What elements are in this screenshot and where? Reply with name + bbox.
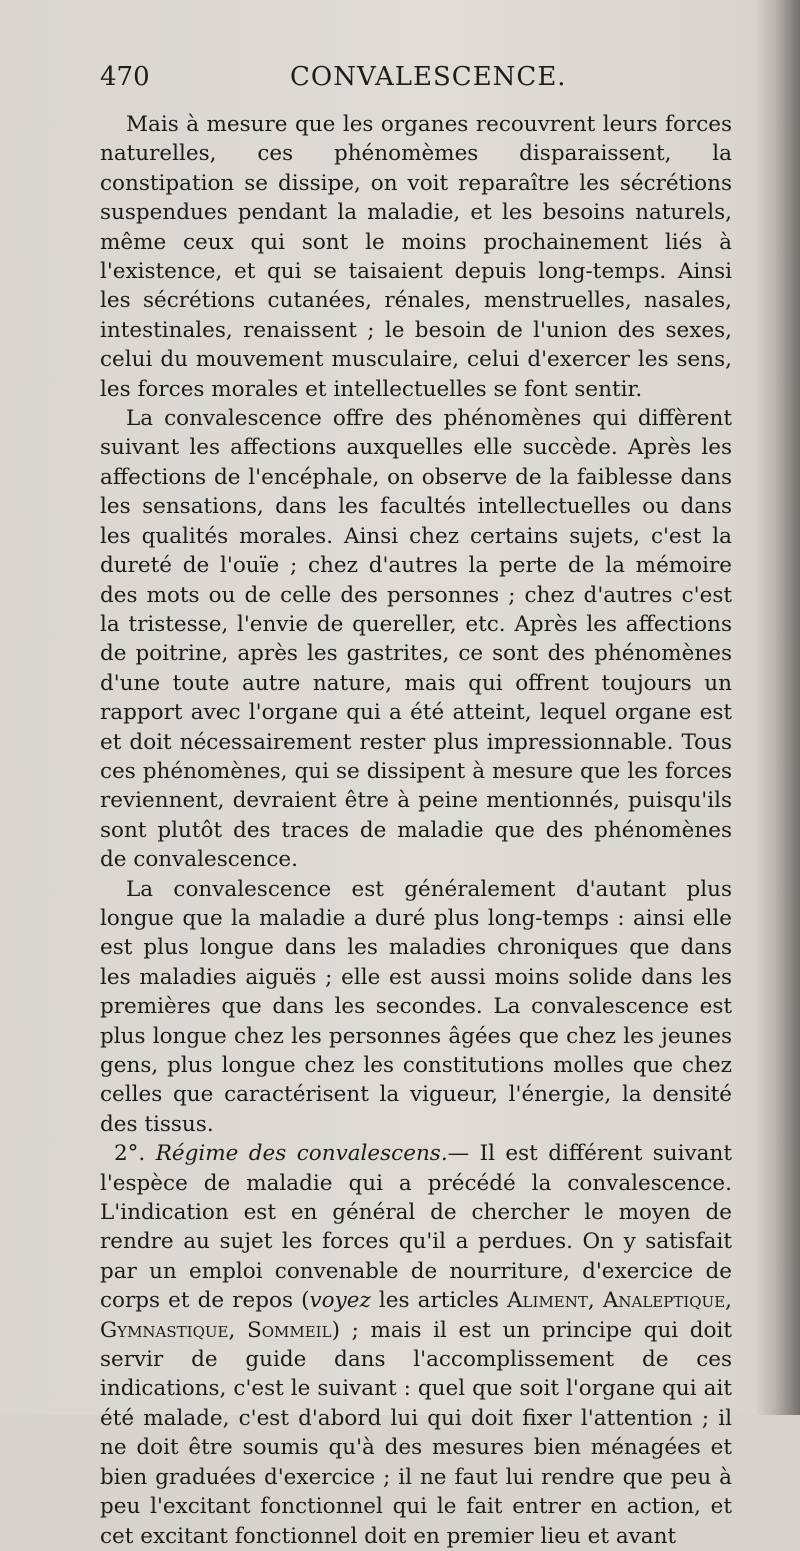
section-heading: Régime des convalescens. [155, 1141, 448, 1167]
paragraph-4-part-b: les articles [370, 1288, 508, 1314]
reference-gymnastique: Gymnastique [100, 1317, 229, 1343]
paragraph-4-part-a: Il est différent suivant l'espèce de maladie qui a précédé la convalescence. L'indication est en général de chercher le moyen de rendre au sujet les forces qu'il a perdues. On y satisfait par un emploi convenable de nourriture, d'exercice de corps et de repos ( [100, 1141, 732, 1314]
page-number: 470 [100, 62, 150, 92]
em-dash: — [447, 1141, 470, 1167]
paragraph-1: Mais à mesure que les organes recouvrent leurs forces naturelles, ces phénomèmes disparaissent, la constipation se dissipe, on voit reparaître les sécrétions suspendues pendant la maladie, et les besoins naturels, même ceux qui sont le moins prochainement liés à l'existence, et qui se taisaient depuis long-temps. Ainsi les sécrétions cutanées, rénales, menstruelles, nasales, intestinales, renaissent ; le besoin de l'union des sexes, celui du mouvement musculaire, celui d'exercer les sens, les forces morales et intellectuelles se font sentir. [100, 112, 732, 402]
reference-sommeil: Sommeil [246, 1317, 332, 1343]
paragraph-4: 2°. Régime des convalescens.— Il est différent suivant l'espèce de maladie qui a précédé la convalescence. L'indication est en général de chercher le moyen de rendre au sujet les forces qu'il a perdues. On y satisfait par un emploi convenable de nourriture, d'exercice de corps et de repos (voyez les articles Aliment, Analeptique, Gymnastique, Sommeil) ; mais il est un principe qui doit servir de guide dans l'accomplissement de ces indications, c'est le suivant : quel que soit l'organe qui ait été malade, c'est d'abord lui qui doit fixer l'attention ; il ne doit être soumis qu'à des mesures bien ménagées et bien graduées d'exercice ; il ne faut lui rendre que peu à peu l'excitant fonctionnel qui le fait entrer en action, et cet excitant fonctionnel doit en premier lieu et avant [100, 1141, 733, 1549]
running-head [100, 62, 740, 102]
page-binding-shadow [754, 0, 800, 1415]
paragraph-4-part-d: ) ; mais il est un principe qui doit servir de guide dans l'accomplissement de ces indications, c'est le suivant : quel que soit l'organe qui ait été malade, c'est d'abord lui qui doit fixer l'attention ; il ne doit être soumis qu'à des mesures bien ménagées et bien graduées d'exercice ; il ne faut lui rendre que peu à peu l'excitant fonctionnel qui le fait entrer en action, et cet excitant fonctionnel doit en premier lieu et avant [100, 1317, 733, 1549]
reference-analeptique: Analeptique [602, 1288, 726, 1314]
body-text [100, 110, 732, 1551]
paragraph-2: La convalescence offre des phénomènes qui diffèrent suivant les affections auxquelles elle succède. Après les affections de l'encéphale, on observe de la faiblesse dans les sensations, dans les facultés intellectuelles ou dans les qualités morales. Ainsi chez certains sujets, c'est la dureté de l'ouïe ; chez d'autres la perte de la mémoire des mots ou de celle des personnes ; chez d'autres c'est la tristesse, l'envie de quereller, etc. Après les affections de poitrine, après les gastrites, ce sont des phénomènes d'une toute autre nature, mais qui offrent toujours un rapport avec l'organe qui a été atteint, lequel organe est et doit nécessairement rester plus impressionnable. Tous ces phénomènes, qui se dissipent à mesure que les forces reviennent, devraient être à peine mentionnés, puisqu'ils sont plutôt des traces de maladie que des phénomènes de convalescence. [100, 406, 732, 873]
reference-aliment: Aliment [507, 1288, 588, 1314]
voyez-word: voyez [309, 1288, 371, 1314]
paragraph-3: La convalescence est généralement d'autant plus longue que la maladie a duré plus long-temps : ainsi elle est plus longue dans les maladies chroniques que dans les maladies aiguës ; elle est aussi moins solide dans les premières que dans les secondes. La convalescence est plus longue chez les personnes âgées que chez les jeunes gens, plus longue chez les constitutions molles que chez celles que caractérisent la vigueur, l'énergie, la densité des tissus. [100, 876, 732, 1137]
section-number: 2°. [114, 1141, 146, 1167]
chapter-title: CONVALESCENCE. [290, 62, 567, 92]
